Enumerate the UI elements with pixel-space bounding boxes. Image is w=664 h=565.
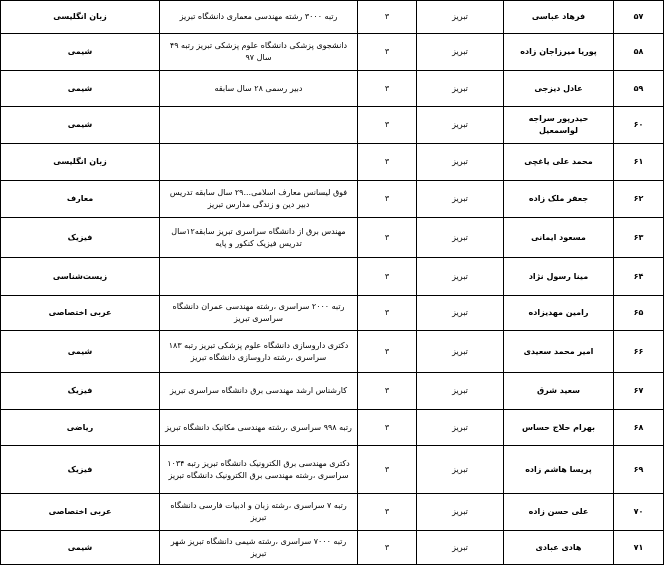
grade-cell: ۳ [358, 331, 417, 373]
row-number: ۶۰ [614, 107, 664, 144]
teacher-name: جعفر ملک زاده [504, 181, 614, 218]
subject-cell: فیزیک [1, 373, 160, 410]
teacher-name: پوریا میرزاجان زاده [504, 34, 614, 71]
credentials-cell: رتبه ۷۰۰۰ سراسری ،رشته شیمی دانشگاه تبریز شهر تبریز [160, 531, 358, 565]
grade-cell: ۳ [358, 181, 417, 218]
table-row [1, 494, 664, 531]
row-number: ۷۱ [614, 531, 664, 565]
credentials-cell: رتبه ۲۰۰۰ سراسری ،رشته مهندسی عمران دانشگاه سراسری تبریز [160, 296, 358, 331]
city-cell: تبریز [417, 1, 504, 34]
row-number: ۶۲ [614, 181, 664, 218]
subject-cell: عربی اختصاصی [1, 494, 160, 531]
teacher-name: علی حسن زاده [504, 494, 614, 531]
subject-cell: زبان انگلیسی [1, 1, 160, 34]
teachers-table-body [1, 1, 664, 565]
subject-cell: معارف [1, 181, 160, 218]
row-number: ۶۹ [614, 446, 664, 494]
subject-cell: فیزیک [1, 218, 160, 258]
row-number: ۶۶ [614, 331, 664, 373]
table-row [1, 531, 664, 565]
subject-cell: عربی اختصاصی [1, 296, 160, 331]
subject-cell: شیمی [1, 531, 160, 565]
teacher-name: رامین مهدیزاده [504, 296, 614, 331]
grade-cell: ۳ [358, 410, 417, 446]
row-number: ۶۳ [614, 218, 664, 258]
table-row [1, 331, 664, 373]
city-cell: تبریز [417, 181, 504, 218]
table-row [1, 181, 664, 218]
grade-cell: ۳ [358, 144, 417, 181]
credentials-cell: مهندس برق از دانشگاه سراسری تبریز سابقه۱۲سال تدریس فیزیک کنکور و پایه [160, 218, 358, 258]
teacher-name: سعید شرق [504, 373, 614, 410]
teacher-name: بهرام حلاج حساس [504, 410, 614, 446]
table-row [1, 34, 664, 71]
grade-cell: ۳ [358, 34, 417, 71]
teacher-name: محمد علی یاغچی [504, 144, 614, 181]
row-number: ۵۹ [614, 71, 664, 107]
city-cell: تبریز [417, 107, 504, 144]
city-cell: تبریز [417, 34, 504, 71]
table-row [1, 410, 664, 446]
table-row [1, 296, 664, 331]
city-cell: تبریز [417, 410, 504, 446]
city-cell: تبریز [417, 296, 504, 331]
row-number: ۶۸ [614, 410, 664, 446]
table-row [1, 446, 664, 494]
credentials-cell: رتبه ۷ سراسری ،رشته زبان و ادبیات فارسی دانشگاه تبریز [160, 494, 358, 531]
grade-cell: ۳ [358, 218, 417, 258]
city-cell: تبریز [417, 144, 504, 181]
row-number: ۵۸ [614, 34, 664, 71]
table-row [1, 107, 664, 144]
city-cell: تبریز [417, 258, 504, 296]
teacher-name: عادل دیزجی [504, 71, 614, 107]
city-cell: تبریز [417, 218, 504, 258]
grade-cell: ۳ [358, 71, 417, 107]
credentials-cell: فوق لیسانس معارف اسلامی...۲۹ سال سابقه تدریس دبیر دین و زندگی مدارس تبریز [160, 181, 358, 218]
credentials-cell [160, 107, 358, 144]
credentials-cell [160, 144, 358, 181]
subject-cell: شیمی [1, 331, 160, 373]
table-row [1, 373, 664, 410]
city-cell: تبریز [417, 531, 504, 565]
grade-cell: ۳ [358, 107, 417, 144]
credentials-cell: رتبه ۳۰۰۰ رشته مهندسی معماری دانشگاه تبریز [160, 1, 358, 34]
subject-cell: ریاضی [1, 410, 160, 446]
row-number: ۷۰ [614, 494, 664, 531]
city-cell: تبریز [417, 373, 504, 410]
grade-cell: ۳ [358, 373, 417, 410]
credentials-cell: دکتری مهندسی برق الکترونیک دانشگاه تبریز رتبه ۱۰۳۴ سراسری ،رشته مهندسی برق الکترونیک دانشگاه تبریز [160, 446, 358, 494]
table-row [1, 144, 664, 181]
row-number: ۶۷ [614, 373, 664, 410]
subject-cell: شیمی [1, 71, 160, 107]
row-number: ۶۵ [614, 296, 664, 331]
row-number: ۵۷ [614, 1, 664, 34]
credentials-cell: دانشجوی پزشکی دانشگاه علوم پزشکی تبریز رتبه ۴۹ سال ۹۷ [160, 34, 358, 71]
credentials-cell: رتبه ۹۹۸ سراسری ،رشته مهندسی مکانیک دانشگاه تبریز [160, 410, 358, 446]
credentials-cell: دکتری داروسازی دانشگاه علوم پزشکی تبریز رتبه ۱۸۳ سراسری ،رشته داروسازی دانشگاه تبریز [160, 331, 358, 373]
grade-cell: ۳ [358, 531, 417, 565]
grade-cell: ۳ [358, 446, 417, 494]
subject-cell: شیمی [1, 34, 160, 71]
grade-cell: ۳ [358, 494, 417, 531]
row-number: ۶۱ [614, 144, 664, 181]
teacher-name: فرهاد عباسی [504, 1, 614, 34]
teacher-name: هادی عبادی [504, 531, 614, 565]
subject-cell: فیزیک [1, 446, 160, 494]
grade-cell: ۳ [358, 1, 417, 34]
grade-cell: ۳ [358, 258, 417, 296]
teacher-name: حیدرپور سراجه لواسمعیل [504, 107, 614, 144]
credentials-cell: دبیر رسمی ۲۸ سال سابقه [160, 71, 358, 107]
city-cell: تبریز [417, 71, 504, 107]
credentials-cell [160, 258, 358, 296]
teacher-name: امیر محمد سعیدی [504, 331, 614, 373]
table-row [1, 1, 664, 34]
subject-cell: شیمی [1, 107, 160, 144]
city-cell: تبریز [417, 494, 504, 531]
city-cell: تبریز [417, 446, 504, 494]
city-cell: تبریز [417, 331, 504, 373]
subject-cell: زیست‌شناسی [1, 258, 160, 296]
subject-cell: زبان انگلیسی [1, 144, 160, 181]
teacher-name: مسعود ایمانی [504, 218, 614, 258]
table-row [1, 218, 664, 258]
credentials-cell: کارشناس ارشد مهندسی برق دانشگاه سراسری تبریز [160, 373, 358, 410]
table-row [1, 258, 664, 296]
teacher-name: پریسا هاشم زاده [504, 446, 614, 494]
table-row [1, 71, 664, 107]
teacher-name: مینا رسول نژاد [504, 258, 614, 296]
row-number: ۶۴ [614, 258, 664, 296]
grade-cell: ۳ [358, 296, 417, 331]
